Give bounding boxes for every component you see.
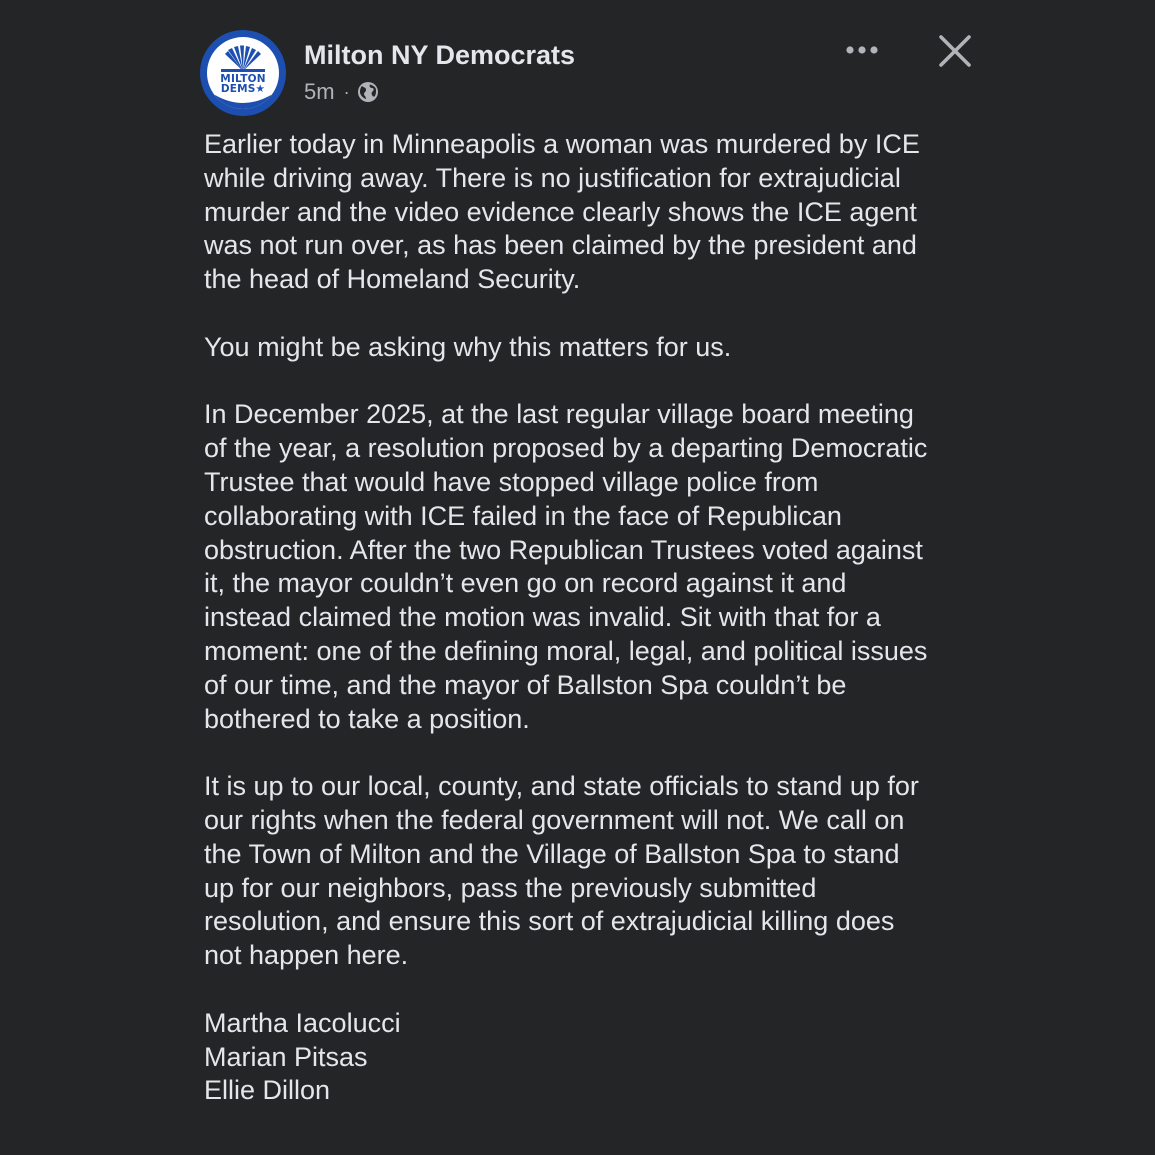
text-line: of our time, and the mayor of Ballston Spa couldn’t be [204, 669, 847, 700]
text-line: You might be asking why this matters for us. [204, 331, 732, 362]
more-options-icon[interactable] [844, 38, 884, 62]
text-line: while driving away. There is no justification for extrajudicial [204, 162, 901, 193]
text-line: moment: one of the defining moral, legal, and political issues [204, 635, 928, 666]
avatar-text-line2: DEMS★ [220, 83, 266, 95]
text-line: murder and the video evidence clearly shows the ICE agent [204, 196, 917, 227]
text-line: In December 2025, at the last regular village board meeting [204, 399, 914, 430]
meta-separator: · [343, 81, 350, 102]
text-line: it, the mayor couldn’t even go on record against it and [204, 568, 847, 599]
text-line: of the year, a resolution proposed by a departing Democratic [204, 433, 928, 464]
page-name[interactable]: Milton NY Democrats [304, 40, 576, 70]
globe-icon[interactable] [357, 81, 379, 103]
text-line: resolution, and ensure this sort of extrajudicial killing does [204, 906, 895, 937]
post-paragraph-3 [204, 398, 994, 736]
text-line: bothered to take a position. [204, 703, 530, 734]
avatar-logo [207, 37, 279, 109]
post-paragraph-1 [204, 128, 994, 297]
post-header [200, 30, 980, 120]
text-line: obstruction. After the two Republican Trustees voted against [204, 534, 923, 565]
text-line: instead claimed the motion was invalid. Sit with that for a [204, 602, 881, 633]
signer-name: Marian Pitsas [204, 1041, 368, 1072]
text-line: the Town of Milton and the Village of Ballston Spa to stand [204, 838, 900, 869]
page-avatar[interactable] [200, 30, 286, 116]
text-line: Trustee that would have stopped village police from [204, 466, 819, 497]
close-icon[interactable] [936, 32, 974, 70]
signer-name: Ellie Dillon [204, 1075, 331, 1106]
post-paragraph-2 [204, 331, 994, 365]
signer-name: Martha Iacolucci [204, 1007, 401, 1038]
post-paragraph-4 [204, 770, 994, 973]
text-line: our rights when the federal government will not. We call on [204, 804, 905, 835]
text-line: collaborating with ICE failed in the face of Republican [204, 500, 842, 531]
text-line: not happen here. [204, 940, 409, 971]
text-line: Earlier today in Minneapolis a woman was murdered by ICE [204, 129, 920, 159]
post-timestamp[interactable]: 5m [304, 79, 335, 104]
post-meta [304, 79, 379, 105]
signers-list [204, 1007, 994, 1108]
avatar-text-line1: MILTON [220, 73, 266, 85]
text-line: the head of Homeland Security. [204, 264, 581, 295]
text-line: It is up to our local, county, and state officials to stand up for [204, 771, 919, 802]
text-line: was not run over, as has been claimed by the president and [204, 230, 917, 261]
text-line: up for our neighbors, pass the previously submitted [204, 872, 817, 903]
post-body [204, 128, 994, 1108]
